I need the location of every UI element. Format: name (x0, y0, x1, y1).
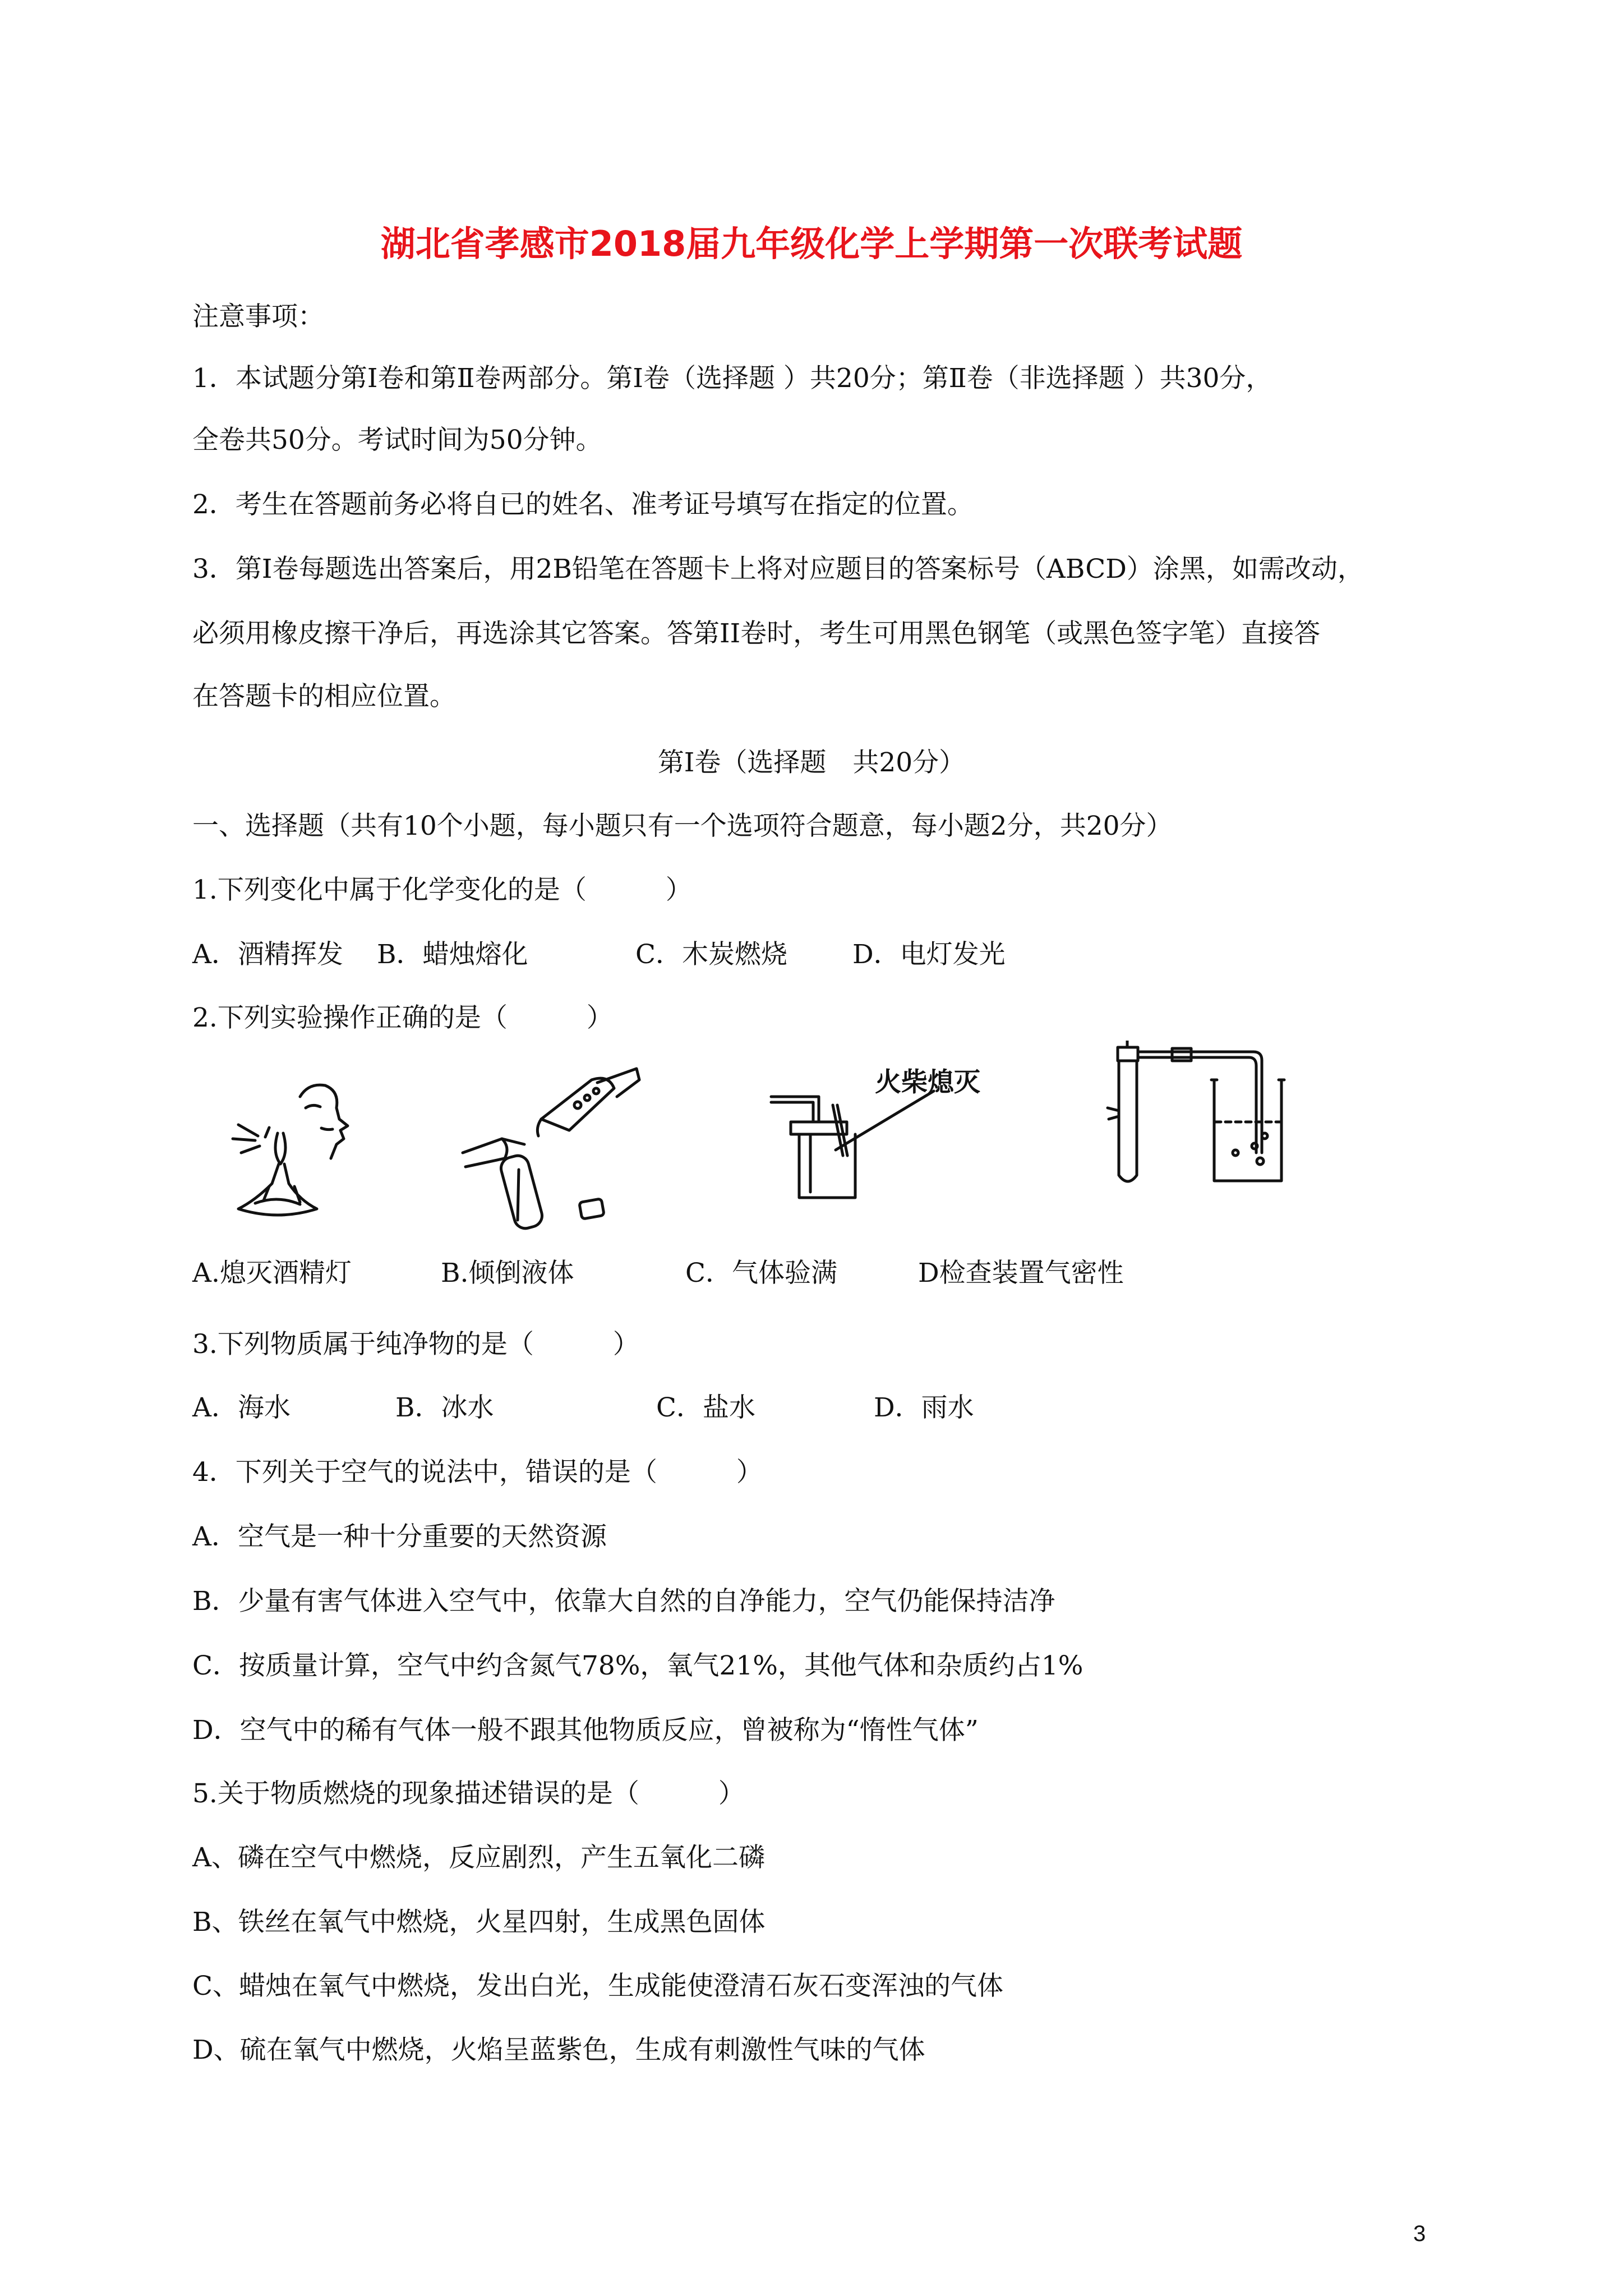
figure-pour-liquid (457, 1063, 642, 1231)
question-3-option-d: D．雨水 (874, 1392, 974, 1423)
figure-label-match-out: 火柴熄灭 (875, 1067, 980, 1098)
question-4-option-a: A．空气是一种十分重要的天然资源 (192, 1521, 607, 1552)
question-2-option-c: C．气体验满 (685, 1258, 837, 1289)
question-5-option-a: A、磷在空气中燃烧，反应剧烈，产生五氧化二磷 (192, 1842, 765, 1873)
question-4-stem: 4．下列关于空气的说法中，错误的是（ ） (192, 1457, 763, 1488)
question-5-stem: 5.关于物质燃烧的现象描述错误的是（ ） (192, 1778, 745, 1809)
question-1-option-a: A．酒精挥发 (192, 939, 343, 970)
note-item-3-line-2: 必须用橡皮擦干净后，再选涂其它答案。答第II卷时，考生可用黑色钢笔（或黑色签字笔）直接答 (192, 618, 1321, 649)
figure-extinguish-lamp (216, 1074, 379, 1226)
question-2-option-a: A.熄灭酒精灯 (192, 1258, 352, 1289)
question-2-stem: 2.下列实验操作正确的是（ ） (192, 1002, 613, 1033)
question-1-option-c: C．木炭燃烧 (635, 939, 787, 970)
section-heading: 第Ⅰ卷（选择题 共20分） (657, 747, 966, 778)
question-4-option-b: B．少量有害气体进入空气中，依靠大自然的自净能力，空气仍能保持洁净 (192, 1586, 1055, 1617)
question-3-stem: 3.下列物质属于纯净物的是（ ） (192, 1329, 639, 1360)
question-4-option-c: C．按质量计算，空气中约含氮气78%，氧气21%，其他气体和杂质约占1% (192, 1650, 1083, 1681)
question-3-option-a: A．海水 (192, 1392, 291, 1423)
question-5-option-c: C、蜡烛在氧气中燃烧，发出白光，生成能使澄清石灰石变浑浊的气体 (192, 1971, 1003, 2001)
question-3-option-c: C．盐水 (656, 1392, 755, 1423)
section-instruction: 一、选择题（共有10个小题，每小题只有一个选项符合题意，每小题2分，共20分） (192, 811, 1173, 841)
exam-title: 湖北省孝感市2018届九年级化学上学期第一次联考试题 (380, 223, 1243, 264)
question-1-option-b: B．蜡烛熔化 (377, 939, 528, 970)
figure-airtightness-check (1096, 1041, 1287, 1189)
question-1-stem: 1.下列变化中属于化学变化的是（ ） (192, 875, 692, 905)
note-item-1-line-2: 全卷共50分。考试时间为50分钟。 (192, 425, 602, 455)
question-3-option-b: B．冰水 (395, 1392, 494, 1423)
notes-heading: 注意事项： (192, 301, 324, 332)
question-2-option-b: B.倾倒液体 (441, 1258, 574, 1289)
note-item-3-line-3: 在答题卡的相应位置。 (192, 681, 456, 712)
question-1-option-d: D．电灯发光 (852, 939, 1006, 970)
page-number: 3 (1413, 2221, 1426, 2246)
question-5-option-d: D、硫在氧气中燃烧，火焰呈蓝紫色，生成有刺激性气味的气体 (192, 2035, 925, 2065)
note-item-2: 2．考生在答题前务必将自已的姓名、准考证号填写在指定的位置。 (192, 489, 974, 520)
note-item-3-line-1: 3．第Ⅰ卷每题选出答案后，用2B铅笔在答题卡上将对应题目的答案标号（ABCD）涂黑，如需改动， (192, 554, 1364, 585)
question-4-option-d: D．空气中的稀有气体一般不跟其他物质反应，曾被称为“惰性气体” (192, 1715, 979, 1746)
question-2-option-d: D检查装置气密性 (918, 1258, 1124, 1289)
question-5-option-b: B、铁丝在氧气中燃烧，火星四射，生成黑色固体 (192, 1907, 766, 1938)
note-item-1-line-1: 1．本试题分第Ⅰ卷和第Ⅱ卷两部分。第Ⅰ卷（选择题 ）共20分；第Ⅱ卷（非选择题 ）共30分， (192, 363, 1272, 394)
